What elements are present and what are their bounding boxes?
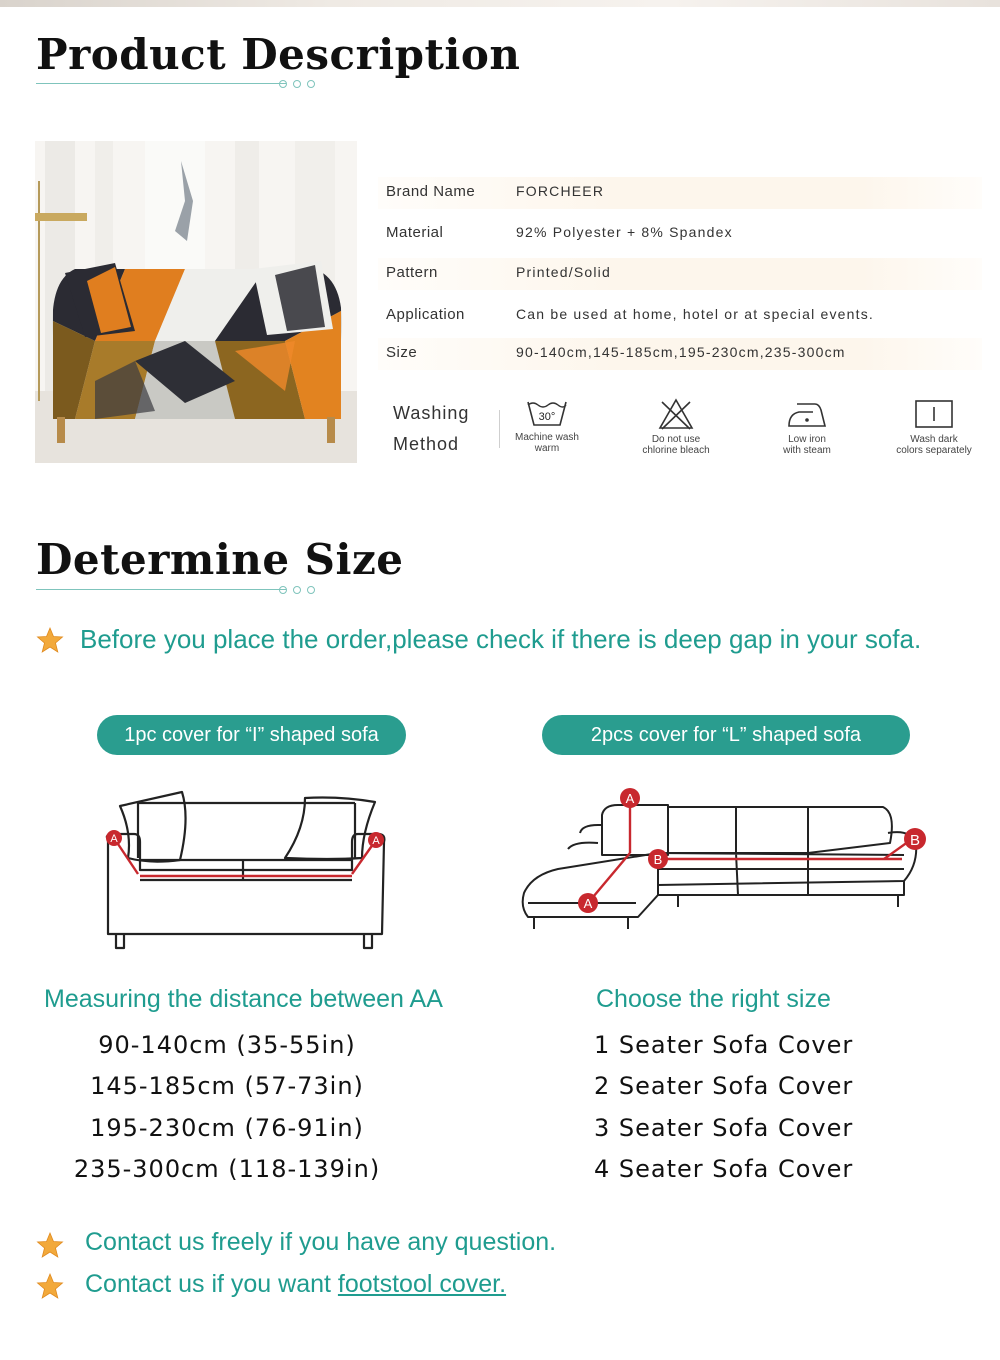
marker-b-left: B [653, 852, 663, 867]
marker-b-right: B [909, 832, 921, 849]
seater-row: 3 Seater Sofa Cover [594, 1114, 854, 1142]
wash-separately-icon [912, 398, 956, 430]
spec-row-application [378, 300, 982, 332]
star-icon [36, 1231, 64, 1259]
marker-a-bottom: A [583, 896, 593, 911]
spec-row-material [378, 218, 982, 250]
care-item-no-bleach [626, 398, 726, 456]
title-dots-decoration [279, 586, 315, 594]
seater-row: 1 Seater Sofa Cover [594, 1031, 854, 1059]
washing-method-label [393, 398, 483, 460]
top-banner-strip [0, 0, 1000, 7]
wash-temp-label: 30° [538, 411, 556, 423]
title-underline [36, 589, 286, 590]
machine-wash-30-icon [525, 398, 569, 428]
spec-value: FORCHEER [516, 183, 605, 199]
product-photo [35, 141, 357, 463]
marker-a-left: A [110, 833, 118, 845]
spec-row-pattern [378, 258, 982, 290]
marker-a-right: A [372, 835, 380, 847]
care-item-machine-wash [497, 398, 597, 454]
i-shape-cover-pill: 1pc cover for “I” shaped sofa [97, 715, 406, 755]
care-caption-line2: warm [534, 443, 560, 454]
care-item-low-iron [757, 398, 857, 456]
size-range-row: 90-140cm (35-55in) [98, 1031, 356, 1059]
title-dots-decoration [279, 80, 315, 88]
care-caption-line2: chlorine bleach [642, 445, 710, 456]
spec-label: Size [386, 344, 418, 361]
washing-label-line2: Method [393, 434, 460, 454]
size-range-row: 235-300cm (118-139in) [73, 1155, 381, 1183]
section-title-product-description: Product Description [36, 30, 521, 79]
care-caption-line2: with steam [783, 445, 831, 456]
spec-row-size [378, 338, 982, 370]
spec-label: Material [386, 224, 444, 241]
l-shape-cover-pill: 2pcs cover for “L” shaped sofa [542, 715, 910, 755]
spec-label: Application [386, 306, 465, 323]
spec-label: Pattern [386, 264, 438, 281]
spec-label: Brand Name [386, 183, 476, 200]
low-iron-icon [785, 398, 829, 430]
care-caption-line2: colors separately [896, 445, 972, 456]
star-icon [36, 626, 64, 654]
spec-row-brand [378, 177, 982, 209]
section-title-determine-size: Determine Size [36, 535, 404, 584]
seater-row: 2 Seater Sofa Cover [594, 1072, 854, 1100]
title-underline [36, 83, 286, 84]
seater-row: 4 Seater Sofa Cover [594, 1155, 854, 1183]
washing-label-line1: Washing [393, 403, 470, 423]
footstool-cover-link[interactable]: footstool cover. [337, 1270, 507, 1298]
spec-value: Can be used at home, hotel or at special events. [516, 306, 875, 322]
care-caption-line1: Wash dark [910, 434, 958, 445]
size-range-row: 195-230cm (76-91in) [90, 1114, 364, 1142]
care-item-wash-separately [884, 398, 984, 456]
i-shaped-sofa-diagram [100, 788, 390, 953]
care-caption-line1: Machine wash [515, 432, 579, 443]
marker-a-top: A [625, 791, 635, 806]
care-caption-line1: Do not use [651, 434, 701, 445]
spec-value: Printed/Solid [516, 264, 611, 280]
star-icon [36, 1272, 64, 1300]
measuring-aa-subtitle: Measuring the distance between AA [44, 985, 443, 1013]
care-caption-line1: Low iron [788, 434, 826, 445]
size-range-row: 145-185cm (57-73in) [90, 1072, 364, 1100]
spec-value: 92% Polyester + 8% Spandex [516, 224, 733, 240]
contact-question-line: Contact us freely if you have any question. [85, 1228, 557, 1256]
sofa-gap-notice: Before you place the order,please check if there is deep gap in your sofa. [80, 624, 922, 654]
spec-value: 90-140cm,145-185cm,195-230cm,235-300cm [516, 344, 846, 360]
contact-footstool-line [85, 1270, 506, 1299]
no-bleach-icon [656, 398, 696, 430]
choose-size-subtitle: Choose the right size [596, 985, 831, 1013]
l-shaped-sofa-diagram [518, 785, 930, 940]
contact-footstool-prefix: Contact us if you want [85, 1270, 338, 1298]
